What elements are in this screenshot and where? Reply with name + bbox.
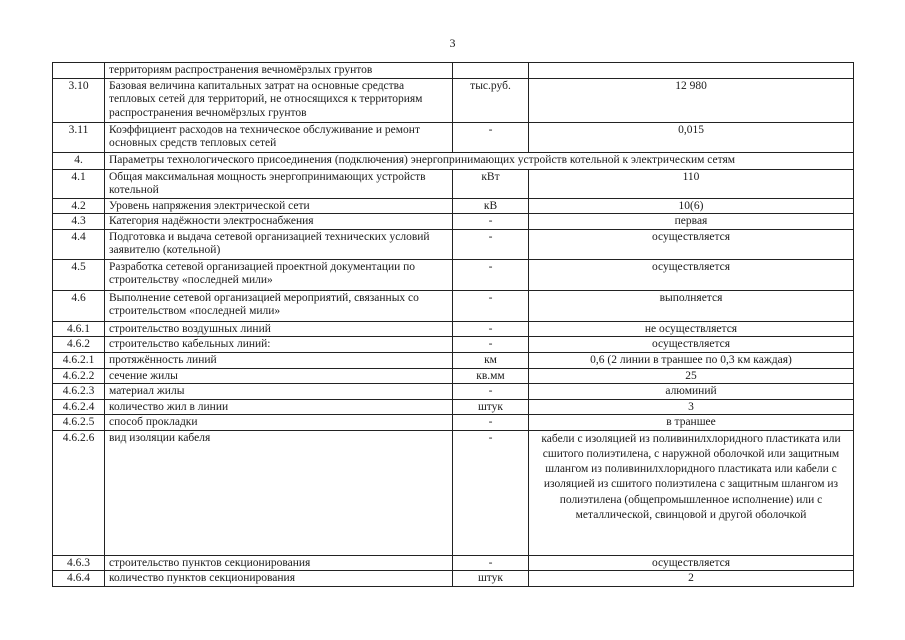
table-row (53, 399, 854, 415)
row-description: Разработка сетевой организацией проектной документации по строительству «последней мили» (105, 259, 453, 290)
row-number: 4.4 (53, 229, 105, 259)
row-unit: кВт (453, 169, 529, 198)
table-row (53, 169, 854, 198)
row-value: кабели с изоляцией из поливинилхлоридного пластиката или сшитого полиэтилена, с наружной оболочкой или защитным шлангом из поливинилхлоридного пластиката или кабели с изоляцией из сшитого полиэтилена с защитным шлангом из полиэтилена (общепромышленное исполнение) или с металлической, свинцовой и другой оболочкой (529, 430, 854, 555)
table-row (53, 555, 854, 571)
row-unit: - (453, 415, 529, 431)
table-row (53, 229, 854, 259)
row-value: 12 980 (529, 78, 854, 122)
row-value: 2 (529, 571, 854, 587)
table-row (53, 337, 854, 353)
row-description: сечение жилы (105, 368, 453, 384)
row-description: Коэффициент расходов на техническое обслуживание и ремонт основных средств тепловых сетей (105, 122, 453, 152)
row-value: осуществляется (529, 229, 854, 259)
table-row (53, 259, 854, 290)
row-description: Выполнение сетевой организацией мероприятий, связанных со строительством «последней мили» (105, 290, 453, 321)
section-row (53, 152, 854, 169)
row-description: протяжённость линий (105, 352, 453, 368)
row-value: 0,6 (2 линии в траншее по 0,3 км каждая) (529, 352, 854, 368)
row-value (529, 63, 854, 79)
row-value: не осуществляется (529, 321, 854, 337)
row-number: 4.1 (53, 169, 105, 198)
row-unit: - (453, 321, 529, 337)
row-description: материал жилы (105, 384, 453, 400)
row-value: алюминий (529, 384, 854, 400)
table-row (53, 321, 854, 337)
row-value: первая (529, 214, 854, 230)
row-number: 4.2 (53, 198, 105, 214)
row-description: строительство кабельных линий: (105, 337, 453, 353)
section-title: Параметры технологического присоединения (подключения) энергопринимающих устройств котельной к электрическим сетям (105, 152, 854, 169)
table-row (53, 122, 854, 152)
row-number: 4.5 (53, 259, 105, 290)
row-unit: - (453, 259, 529, 290)
row-value: осуществляется (529, 259, 854, 290)
row-description: Уровень напряжения электрической сети (105, 198, 453, 214)
row-number: 4.6.2.2 (53, 368, 105, 384)
row-unit: кв.мм (453, 368, 529, 384)
row-number: 3.10 (53, 78, 105, 122)
page-number: 3 (449, 36, 456, 50)
row-unit: кВ (453, 198, 529, 214)
table-row (53, 430, 854, 555)
row-number: 4.6.2.1 (53, 352, 105, 368)
row-description: Подготовка и выдача сетевой организацией технических условий заявителю (котельной) (105, 229, 453, 259)
row-unit: - (453, 337, 529, 353)
section-number: 4. (53, 152, 105, 169)
row-description: способ прокладки (105, 415, 453, 431)
row-value: 110 (529, 169, 854, 198)
table-row (53, 198, 854, 214)
row-unit: км (453, 352, 529, 368)
row-description: Категория надёжности электроснабжения (105, 214, 453, 230)
row-description: территориям распространения вечномёрзлых грунтов (105, 63, 453, 79)
row-number: 4.6.1 (53, 321, 105, 337)
table-row (53, 290, 854, 321)
row-unit: - (453, 430, 529, 555)
row-unit: - (453, 229, 529, 259)
row-number: 4.6.2 (53, 337, 105, 353)
table-row (53, 214, 854, 230)
row-description: строительство пунктов секционирования (105, 555, 453, 571)
row-description: количество жил в линии (105, 399, 453, 415)
row-value: 10(6) (529, 198, 854, 214)
table-row (53, 571, 854, 587)
row-description: вид изоляции кабеля (105, 430, 453, 555)
row-unit: - (453, 555, 529, 571)
row-unit: - (453, 384, 529, 400)
table-row (53, 63, 854, 79)
row-number: 4.6.2.4 (53, 399, 105, 415)
row-description: Базовая величина капитальных затрат на основные средства тепловых сетей для территорий, не относящихся к территориям распространения вечномёрзлых грунтов (105, 78, 453, 122)
table-row (53, 368, 854, 384)
table-row (53, 78, 854, 122)
row-unit (453, 63, 529, 79)
row-unit: штук (453, 399, 529, 415)
row-description: количество пунктов секционирования (105, 571, 453, 587)
row-value: осуществляется (529, 337, 854, 353)
row-number: 4.3 (53, 214, 105, 230)
row-value: 25 (529, 368, 854, 384)
row-value: 3 (529, 399, 854, 415)
table-row (53, 384, 854, 400)
table-row (53, 352, 854, 368)
row-number: 4.6.2.3 (53, 384, 105, 400)
row-description: Общая максимальная мощность энергопринимающих устройств котельной (105, 169, 453, 198)
row-value: осуществляется (529, 555, 854, 571)
row-unit: - (453, 122, 529, 152)
row-number: 3.11 (53, 122, 105, 152)
row-unit: штук (453, 571, 529, 587)
row-unit: - (453, 290, 529, 321)
row-number: 4.6.3 (53, 555, 105, 571)
row-value: в траншее (529, 415, 854, 431)
row-value: выполняется (529, 290, 854, 321)
row-number: 4.6 (53, 290, 105, 321)
row-unit: - (453, 214, 529, 230)
row-number (53, 63, 105, 79)
parameters-table (52, 62, 854, 587)
row-unit: тыс.руб. (453, 78, 529, 122)
table-row (53, 415, 854, 431)
row-number: 4.6.4 (53, 571, 105, 587)
row-value: 0,015 (529, 122, 854, 152)
row-number: 4.6.2.5 (53, 415, 105, 431)
row-description: строительство воздушных линий (105, 321, 453, 337)
row-number: 4.6.2.6 (53, 430, 105, 555)
